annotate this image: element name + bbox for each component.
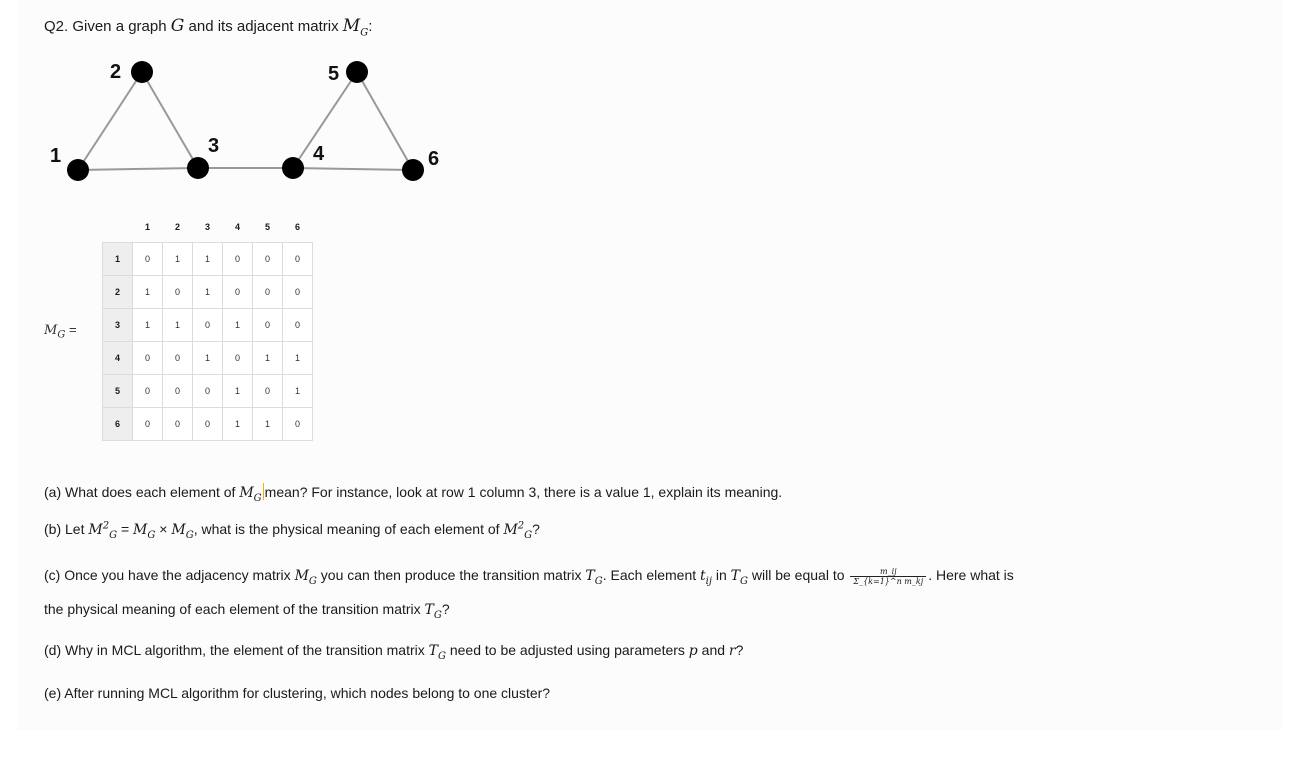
matrix-col-header: 3 — [204, 221, 210, 232]
graph-node-label-2: 2 — [110, 61, 122, 83]
matrix-cell: 0 — [133, 407, 163, 440]
graph-edge-1-3 — [78, 168, 198, 170]
matrix-cell: 0 — [253, 374, 283, 407]
matrix-cell: 1 — [223, 374, 253, 407]
matrix-row-header: 4 — [103, 341, 133, 374]
matrix-cell: 0 — [253, 242, 283, 275]
matrix-cell: 1 — [223, 407, 253, 440]
matrix-cell: 0 — [133, 341, 163, 374]
matrix-cell: 1 — [223, 308, 253, 341]
graph-edge-4-6 — [293, 168, 413, 170]
matrix-cell: 0 — [163, 341, 193, 374]
matrix-cell: 1 — [253, 341, 283, 374]
question-d: (d) Why in MCL algorithm, the element of the transition matrix $T_G$ need to be adjusted using parameters p and r? — [44, 642, 744, 662]
matrix-cell: 1 — [283, 341, 313, 374]
matrix-cell: 0 — [253, 308, 283, 341]
matrix-col-header: 1 — [144, 221, 150, 232]
graph-node-label-1: 1 — [50, 145, 62, 167]
matrix-row — [103, 275, 313, 308]
matrix-row-header: 6 — [103, 407, 133, 440]
matrix-header-row — [103, 212, 313, 242]
matrix-cell: 0 — [283, 308, 313, 341]
text-caret — [263, 483, 264, 500]
graph-node-label-6: 6 — [428, 148, 440, 170]
matrix-cell: 1 — [193, 341, 223, 374]
question-a: (a) What does each element of $M_G$ mean? For instance, look at row 1 column 3, there is a value 1, explain its meaning. — [44, 484, 783, 504]
matrix-row-header: 2 — [103, 275, 133, 308]
graph-edges — [78, 72, 413, 170]
matrix-cell: 0 — [163, 374, 193, 407]
graph-edge-5-6 — [357, 72, 413, 170]
matrix-cell: 1 — [163, 242, 193, 275]
graph-node-label-5: 5 — [328, 63, 340, 85]
matrix-cell: 1 — [193, 275, 223, 308]
matrix-cell: 1 — [163, 308, 193, 341]
graph-node-1 — [67, 159, 89, 181]
matrix-cell: 0 — [163, 275, 193, 308]
fraction — [850, 567, 926, 586]
question-e: (e) After running MCL algorithm for clustering, which nodes belong to one cluster? — [44, 685, 551, 701]
matrix-cell: 0 — [283, 407, 313, 440]
graph-node-5 — [346, 61, 368, 83]
graph-diagram — [30, 50, 460, 190]
matrix-cell: 0 — [163, 407, 193, 440]
matrix-col-header: 5 — [264, 221, 270, 232]
matrix-cell: 0 — [193, 308, 223, 341]
matrix-row — [103, 341, 313, 374]
graph-edge-4-5 — [293, 72, 357, 168]
matrix-cell: 0 — [223, 275, 253, 308]
matrix-corner — [103, 212, 133, 242]
graph-node-3 — [187, 157, 209, 179]
title-prefix: Q2. Given a graph — [44, 18, 167, 35]
matrix-row-header: 1 — [103, 242, 133, 275]
matrix-cell: 1 — [133, 308, 163, 341]
matrix-cell: 0 — [193, 374, 223, 407]
question-title — [44, 16, 373, 39]
matrix-row-header: 5 — [103, 374, 133, 407]
question-b: (b) Let $M^2_G = M_G \times M_G$, what is the physical meaning of each element of $M^2_G$? — [44, 520, 540, 541]
matrix-cell: 0 — [283, 275, 313, 308]
matrix-cell: 0 — [133, 374, 163, 407]
matrix-row — [103, 242, 313, 275]
matrix-label: $M_G$ = — [44, 322, 77, 341]
graph-symbol: G — [170, 16, 185, 36]
matrix-cell: 1 — [283, 374, 313, 407]
matrix-cell: 0 — [133, 242, 163, 275]
fraction-denominator: Σ_{k=1}^n m_kj — [850, 576, 926, 586]
matrix-row — [103, 308, 313, 341]
matrix-cell: 1 — [133, 275, 163, 308]
matrix-cell: 0 — [253, 275, 283, 308]
matrix-row — [103, 374, 313, 407]
matrix-col-header: 6 — [294, 221, 300, 232]
graph-edge-2-3 — [142, 72, 198, 168]
matrix-cell: 0 — [223, 341, 253, 374]
matrix-cell: 0 — [223, 242, 253, 275]
title-middle: and its adjacent matrix — [188, 18, 339, 35]
title-suffix: : — [368, 18, 373, 35]
question-c-line2: the physical meaning of each element of the transition matrix $T_G$? — [44, 601, 450, 621]
matrix-col-header: 4 — [234, 221, 240, 232]
fraction-numerator: m_ij — [879, 567, 897, 576]
graph-node-label-3: 3 — [208, 135, 220, 157]
matrix-cell: 0 — [283, 242, 313, 275]
matrix-row — [103, 407, 313, 440]
graph-node-2 — [131, 61, 153, 83]
graph-node-4 — [282, 157, 304, 179]
question-c-line1: (c) Once you have the adjacency matrix $M_G$ you can then produce the transition matrix $T_G$. Each element $t_{ij}$ in $T_G$ will be equal to $\frac{m\_ij}{\text{Σ\_\{k=1\}\textasciicircum{}n m\_kj}}$ . Here what is — [44, 567, 1014, 587]
graph-node-label-4: 4 — [313, 143, 325, 165]
matrix-cell: 0 — [193, 407, 223, 440]
matrix-col-header: 2 — [174, 221, 180, 232]
graph-node-6 — [402, 159, 424, 181]
matrix-symbol: $M_G$ — [342, 16, 369, 39]
adjacency-matrix-table — [102, 212, 313, 441]
matrix-cell: 1 — [193, 242, 223, 275]
graph-edge-1-2 — [78, 72, 142, 170]
matrix-row-header: 3 — [103, 308, 133, 341]
matrix-cell: 1 — [253, 407, 283, 440]
